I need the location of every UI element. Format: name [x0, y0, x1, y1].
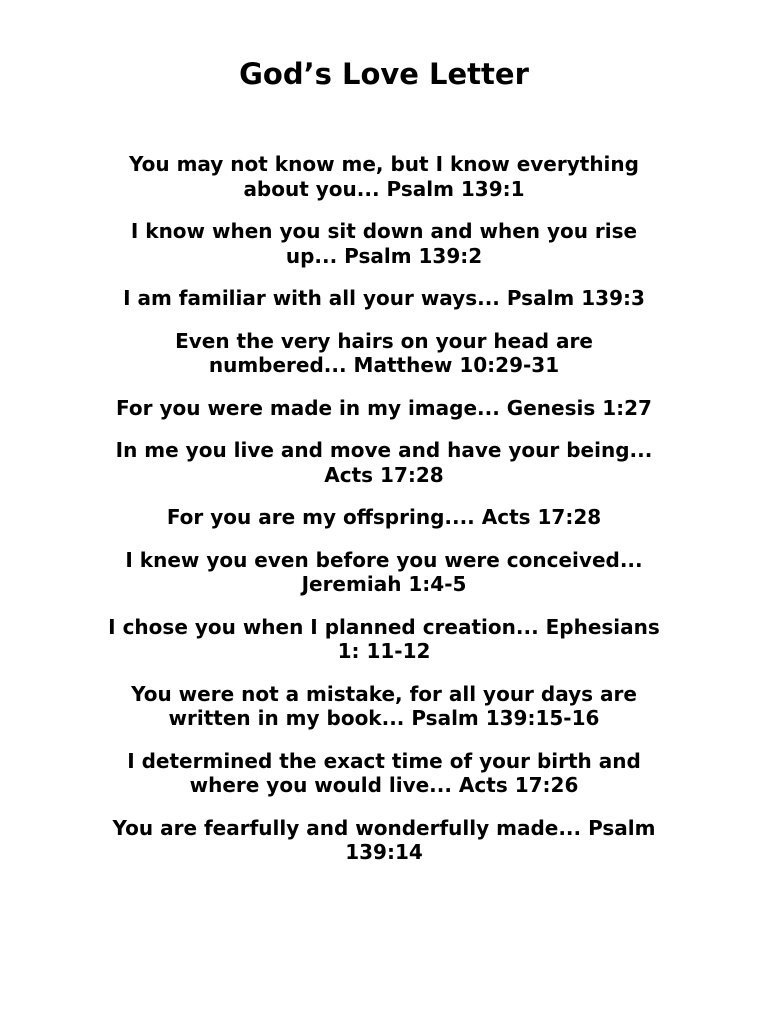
verse-item: You were not a mistake, for all your days are written in my book... Psalm 139:15-16 — [131, 681, 637, 730]
verse-list — [104, 152, 664, 883]
verse-item: I know when you sit down and when you rise up... Psalm 139:2 — [130, 219, 638, 268]
verse-item: I determined the exact time of your birth and where you would live... Acts 17:26 — [127, 748, 641, 797]
verse-item: For you are my offspring.... Acts 17:28 — [166, 505, 602, 529]
verse-item: I chose you when I planned creation... Ephesians 1: 11-12 — [108, 614, 660, 663]
verse-item: I knew you even before you were conceived... Jeremiah 1:4-5 — [125, 547, 643, 596]
verse-item: Even the very hairs on your head are numbered... Matthew 10:29-31 — [175, 328, 593, 377]
verse-item: I am familiar with all your ways... Psalm 139:3 — [123, 286, 645, 310]
verse-item: You may not know me, but I know everything about you... Psalm 139:1 — [129, 152, 639, 201]
verse-item: For you were made in my image... Genesis 1:27 — [116, 395, 652, 420]
page-title: God’s Love Letter — [239, 57, 529, 91]
verse-item: In me you live and move and have your being... Acts 17:28 — [115, 438, 653, 487]
verse-item: You are fearfully and wonderfully made... Psalm 139:14 — [112, 815, 656, 864]
